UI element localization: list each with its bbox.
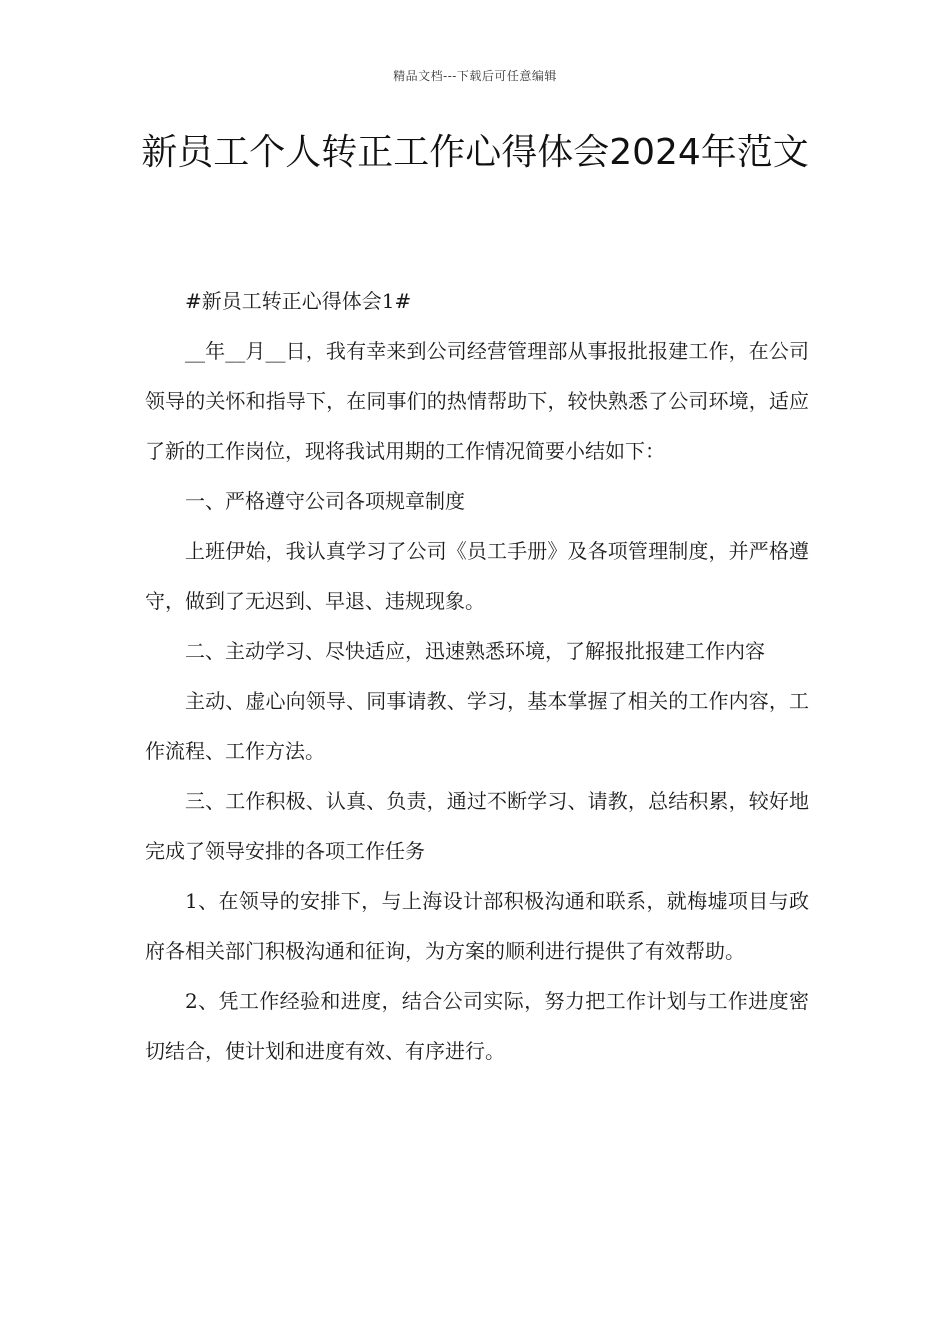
body-paragraph: __年__月__日，我有幸来到公司经营管理部从事报批报建工作，在公司领导的关怀和指导下，在同事们的热情帮助下，较快熟悉了公司环境，适应了新的工作岗位，现将我试用期的工作情况简要小结如下： — [145, 339, 809, 463]
document-title: 新员工个人转正工作心得体会2024年范文 — [141, 132, 809, 173]
section-heading: 二、主动学习、尽快适应，迅速熟悉环境，了解报批报建工作内容 — [185, 639, 765, 663]
document-body — [145, 276, 809, 1076]
body-paragraph: 主动、虚心向领导、同事请教、学习，基本掌握了相关的工作内容，工作流程、工作方法。 — [145, 689, 809, 763]
body-paragraph: 上班伊始，我认真学习了公司《员工手册》及各项管理制度，并严格遵守，做到了无迟到、早退、违规现象。 — [145, 539, 809, 613]
body-paragraph: 2、凭工作经验和进度，结合公司实际，努力把工作计划与工作进度密切结合，使计划和进度有效、有序进行。 — [145, 989, 809, 1063]
section-heading: 三、工作积极、认真、负责，通过不断学习、请教，总结积累，较好地完成了领导安排的各项工作任务 — [145, 789, 809, 863]
body-paragraph: 1、在领导的安排下，与上海设计部积极沟通和联系，就梅墟项目与政府各相关部门积极沟通和征询，为方案的顺利进行提供了有效帮助。 — [145, 889, 809, 963]
header-note: 精品文档---下载后可任意编辑 — [393, 69, 557, 83]
section-heading: #新员工转正心得体会1# — [185, 289, 412, 313]
section-heading: 一、严格遵守公司各项规章制度 — [185, 489, 465, 513]
